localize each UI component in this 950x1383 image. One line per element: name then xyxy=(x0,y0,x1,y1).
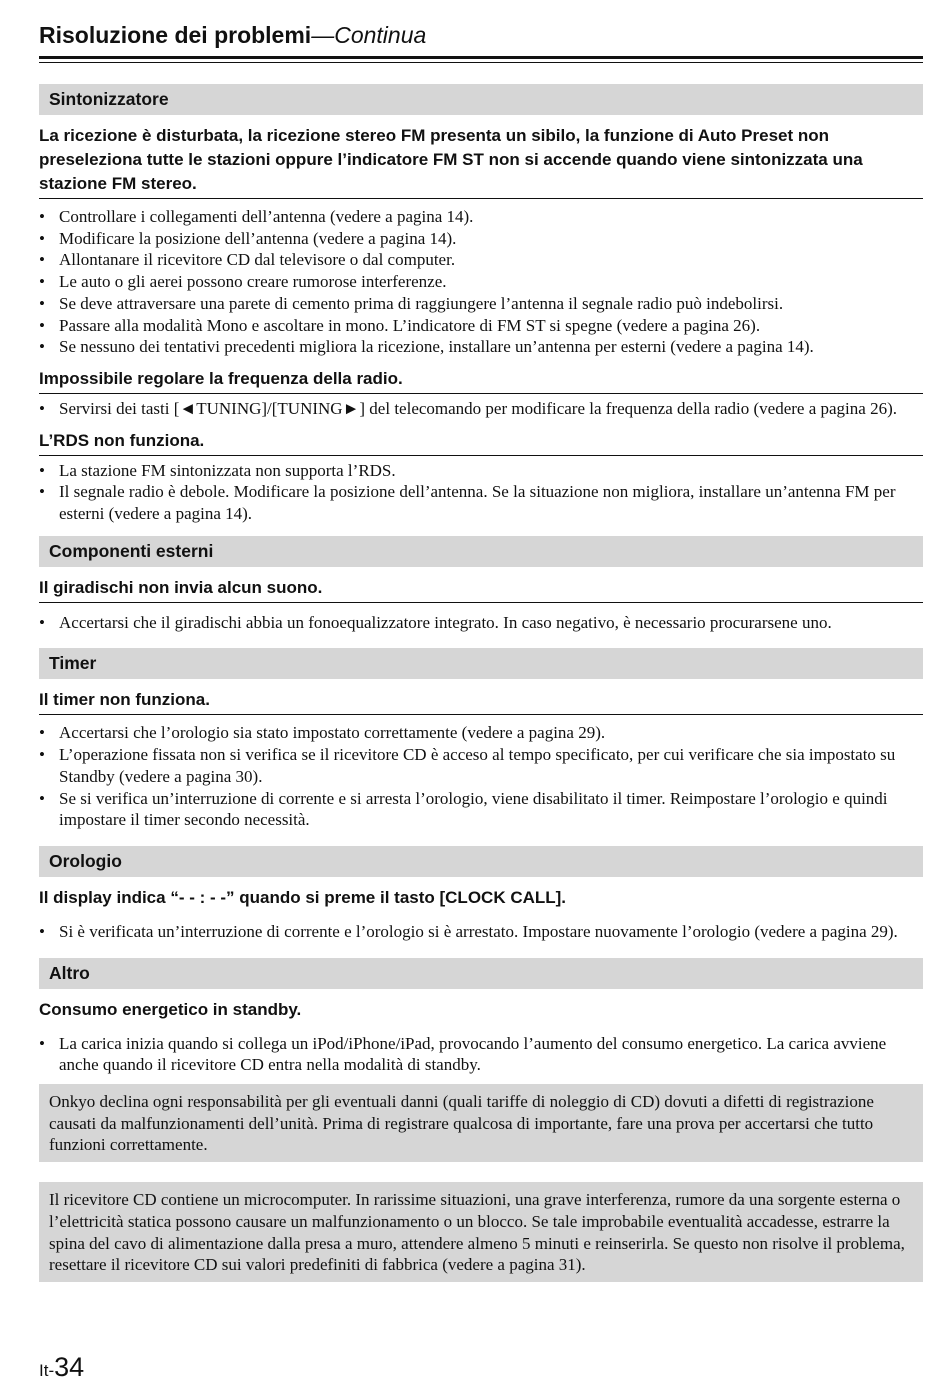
list-item: • Allontanare il ricevitore CD dal televisore o dal computer. xyxy=(39,249,923,271)
problem-title: Il display indica “- - : - -” quando si preme il tasto [CLOCK CALL]. xyxy=(39,887,567,907)
list-item: • Si è verificata un’interruzione di corrente e l’orologio si è arrestato. Impostare nuovamente l’orologio (vedere a pagina 29). xyxy=(39,921,923,943)
page-title: Risoluzione dei problemi xyxy=(39,22,312,48)
problem-title: Il giradischi non invia alcun suono. xyxy=(39,576,923,603)
section-heading-clock: Orologio xyxy=(39,846,923,877)
page-number-prefix: It- xyxy=(39,1361,55,1380)
microcomputer-note: Il ricevitore CD contiene un microcomputer. In rarissime situazioni, una grave interferenza, rumore da una sorgente esterna o l’elettricità statica possono causare un malfunzionamento o un blocco. Se tale improbabile eventualità accadesse, estrarre la spina del cavo di alimentazione dalla presa a muro, attendere almeno 5 minuti e reinserirla. Se questo non risolve il problema, resettare il ricevitore CD sui valori predefiniti di fabbrica (vedere a pagina 31). xyxy=(39,1182,923,1282)
list-item: • Le auto o gli aerei possono creare rumorose interferenze. xyxy=(39,271,923,293)
solution-list xyxy=(39,460,923,525)
list-item: • Passare alla modalità Mono e ascoltare in mono. L’indicatore di FM ST si spegne (vedere a pagina 26). xyxy=(39,315,923,337)
problem-title: La ricezione è disturbata, la ricezione stereo FM presenta un sibilo, la funzione di Auto Preset non preseleziona tutte le stazioni oppure l’indicatore FM ST non si accende quando viene sintonizzata una stazione FM stereo. xyxy=(39,124,923,199)
solution-list xyxy=(39,921,923,943)
disclaimer-note: Onkyo declina ogni responsabilità per gli eventuali danni (quali tariffe di noleggio di CD) dovuti a difetti di registrazione causati da malfunzionamenti dell’unità. Prima di registrare qualcosa di importante, fare una prova per accertarsi che tutto funzioni correttamente. xyxy=(39,1084,923,1162)
header-rule-thin xyxy=(39,62,923,63)
list-item: • Se si verifica un’interruzione di corrente e si arresta l’orologio, viene disabilitato il timer. Reimpostare l’orologio e quindi impostare il timer secondo necessità. xyxy=(39,788,923,831)
solution-list xyxy=(39,398,923,420)
section-heading-timer: Timer xyxy=(39,648,923,679)
list-item: • Accertarsi che il giradischi abbia un fonoequalizzatore integrato. In caso negativo, è necessario procurarsene uno. xyxy=(39,612,923,634)
list-item: • Servirsi dei tasti [◄TUNING]/[TUNING►] del telecomando per modificare la frequenza della radio (vedere a pagina 26). xyxy=(39,398,923,420)
problem-title: L’RDS non funziona. xyxy=(39,429,923,456)
continued-label: —Continua xyxy=(311,22,427,48)
problem-title: Il timer non funziona. xyxy=(39,688,923,715)
list-item: • La carica inizia quando si collega un iPod/iPhone/iPad, provocando l’aumento del consumo energetico. La carica avviene anche quando il ricevitore CD entra nella modalità di standby. xyxy=(39,1033,923,1076)
solution-list xyxy=(39,722,923,831)
header-rule-thick xyxy=(39,56,923,59)
problem-title: Impossibile regolare la frequenza della radio. xyxy=(39,367,923,394)
section-heading-other: Altro xyxy=(39,958,923,989)
page-header xyxy=(39,22,923,49)
list-item: • Modificare la posizione dell’antenna (vedere a pagina 14). xyxy=(39,228,923,250)
page-number xyxy=(39,1352,84,1383)
list-item: • Il segnale radio è debole. Modificare la posizione dell’antenna. Se la situazione non migliora, installare un’antenna FM per esterni (vedere a pagina 14). xyxy=(39,481,923,524)
solution-list xyxy=(39,206,923,358)
problem-title: Consumo energetico in standby. xyxy=(39,999,302,1019)
list-item: • Se deve attraversare una parete di cemento prima di raggiungere l’antenna il segnale radio può indebolirsi. xyxy=(39,293,923,315)
section-heading-tuner: Sintonizzatore xyxy=(39,84,923,115)
list-item: • L’operazione fissata non si verifica se il ricevitore CD è acceso al tempo specificato, per cui verificare che sia impostato su Standby (vedere a pagina 30). xyxy=(39,744,923,787)
section-heading-external-components: Componenti esterni xyxy=(39,536,923,567)
page-number-value: 34 xyxy=(54,1352,85,1382)
solution-list xyxy=(39,612,923,634)
page-content xyxy=(39,84,923,1282)
list-item: • Se nessuno dei tentativi precedenti migliora la ricezione, installare un’antenna per esterni (vedere a pagina 14). xyxy=(39,336,923,358)
list-item: • La stazione FM sintonizzata non supporta l’RDS. xyxy=(39,460,923,482)
list-item: • Controllare i collegamenti dell’antenna (vedere a pagina 14). xyxy=(39,206,923,228)
solution-list xyxy=(39,1033,923,1076)
list-item: • Accertarsi che l’orologio sia stato impostato correttamente (vedere a pagina 29). xyxy=(39,722,923,744)
